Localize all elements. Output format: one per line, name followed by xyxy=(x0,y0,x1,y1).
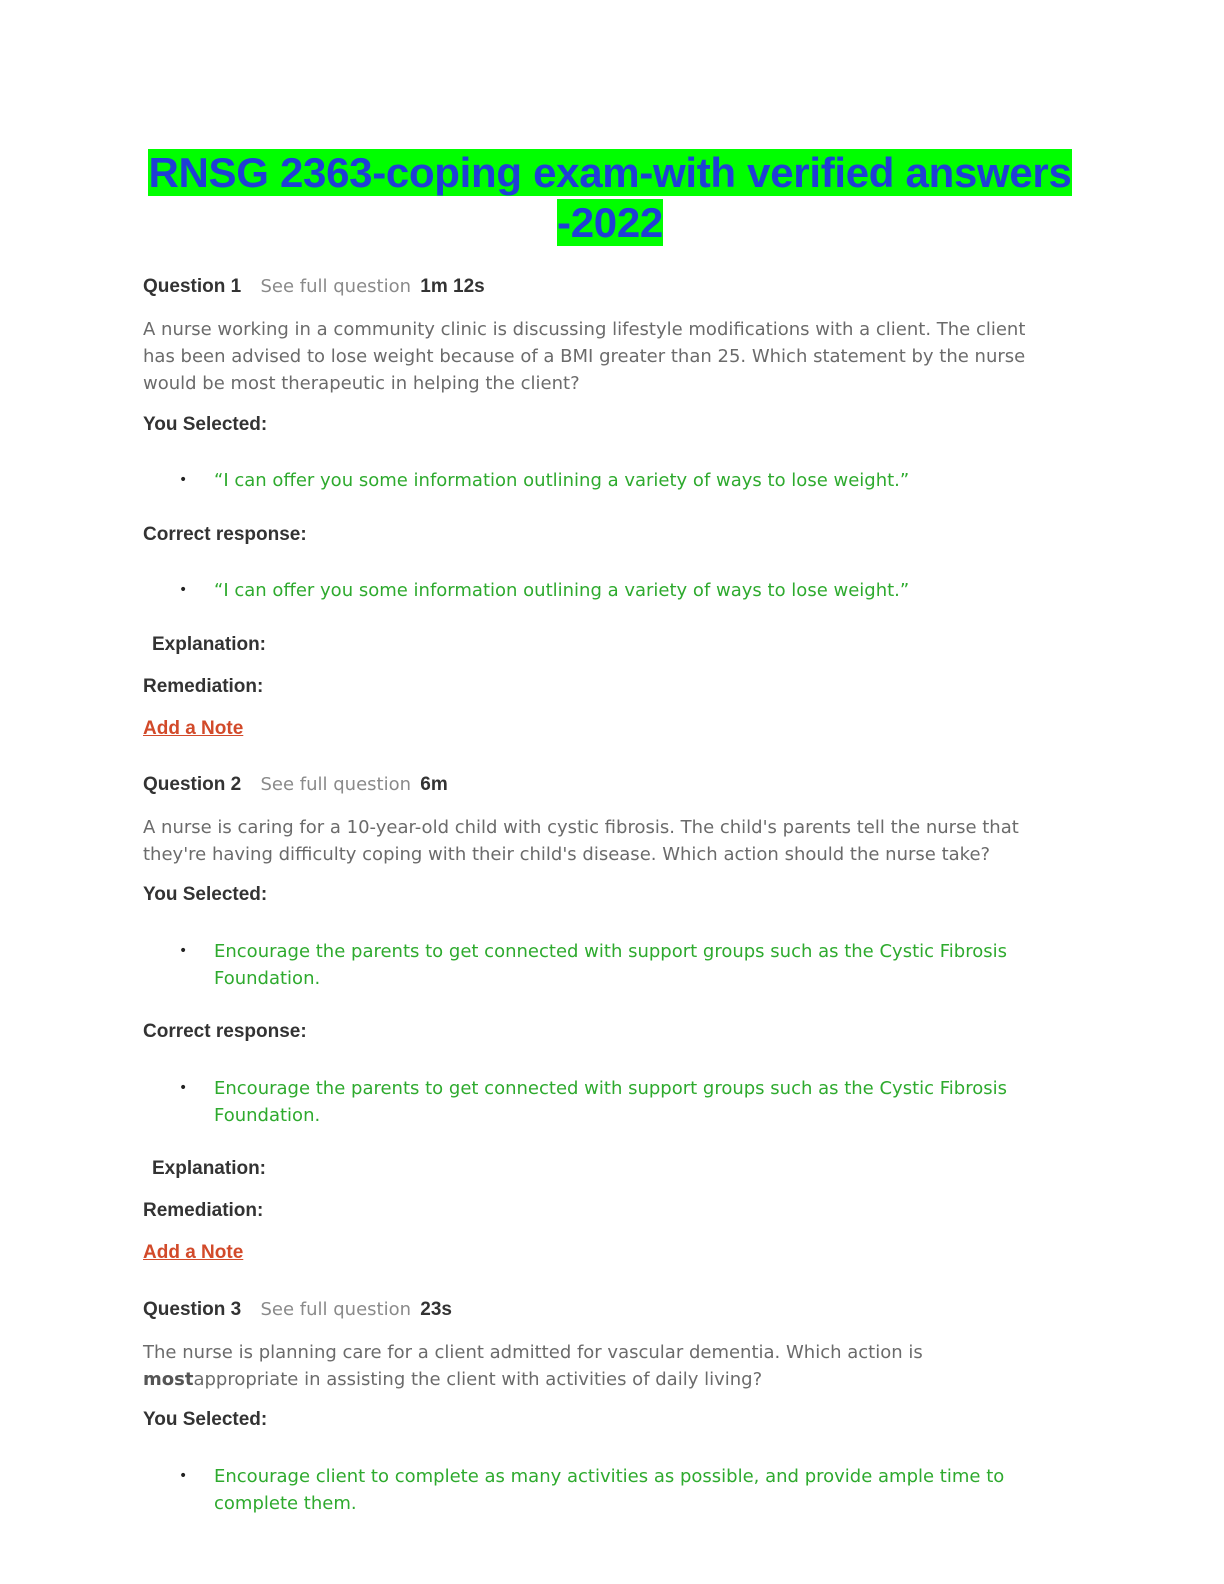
question-1-time: 1m 12s xyxy=(420,276,485,297)
see-full-question-link-2[interactable]: See full question xyxy=(260,774,411,795)
selected-answer-1-text: “I can offer you some information outlining a variety of ways to lose weight.” xyxy=(214,470,910,491)
bullet-icon: • xyxy=(179,472,188,488)
selected-answer-3 xyxy=(179,1463,1039,1517)
question-2-time: 6m xyxy=(420,774,448,795)
selected-answer-2 xyxy=(179,938,1039,992)
you-selected-label-1: You Selected: xyxy=(143,414,268,435)
question-1-stem: A nurse working in a community clinic is discussing lifestyle modifications with a client. The client has been advised to lose weight because of a BMI greater than 25. Which statement by the nurse would be most therapeutic in helping the client? xyxy=(143,319,1026,394)
explanation-label-2: Explanation: xyxy=(152,1158,267,1179)
question-2-stem: A nurse is caring for a 10-year-old child with cystic fibrosis. The child's parents tell the nurse that they're having difficulty coping with their child's disease. Which action should the nurse take? xyxy=(143,817,1019,865)
correct-response-label-2: Correct response: xyxy=(143,1021,307,1042)
bullet-icon: • xyxy=(179,943,188,959)
see-full-question-link-3[interactable]: See full question xyxy=(260,1299,411,1320)
remediation-label-1: Remediation: xyxy=(143,676,264,697)
selected-answer-3-text: Encourage client to complete as many activities as possible, and provide ample time to complete them. xyxy=(214,1466,1005,1514)
you-selected-label-2: You Selected: xyxy=(143,884,268,905)
add-note-wrap-2 xyxy=(143,1242,243,1264)
question-3-header xyxy=(143,1299,1043,1321)
title-line-2: -2022 xyxy=(557,199,663,246)
question-1-label: Question 1 xyxy=(143,276,242,297)
correct-answer-2 xyxy=(179,1075,1039,1129)
question-2-header xyxy=(143,774,1043,796)
add-note-wrap-1 xyxy=(143,718,243,740)
document-title xyxy=(141,148,1079,248)
question-3-stem-part-1: The nurse is planning care for a client admitted for vascular dementia. Which action is xyxy=(143,1342,923,1363)
correct-answer-1-text: “I can offer you some information outlining a variety of ways to lose weight.” xyxy=(214,580,910,601)
correct-response-label-1: Correct response: xyxy=(143,524,307,545)
bullet-icon: • xyxy=(179,582,188,598)
selected-answer-2-text: Encourage the parents to get connected with support groups such as the Cystic Fibrosis Foundation. xyxy=(214,941,1008,989)
question-3-stem-emphasis: most xyxy=(143,1369,194,1390)
explanation-label-1: Explanation: xyxy=(152,634,267,655)
question-3-label: Question 3 xyxy=(143,1299,242,1320)
question-2-label: Question 2 xyxy=(143,774,242,795)
question-3-stem-part-2: appropriate in assisting the client with activities of daily living? xyxy=(193,1369,763,1390)
question-3-stem xyxy=(143,1339,923,1393)
question-3-time: 23s xyxy=(420,1299,452,1320)
see-full-question-link-1[interactable]: See full question xyxy=(260,276,411,297)
selected-answer-1 xyxy=(179,467,1039,494)
bullet-icon: • xyxy=(179,1468,188,1484)
title-line-1: RNSG 2363-coping exam-with verified answers xyxy=(148,149,1072,196)
remediation-label-2: Remediation: xyxy=(143,1200,264,1221)
add-note-link-1[interactable]: Add a Note xyxy=(143,718,244,739)
correct-answer-2-text: Encourage the parents to get connected with support groups such as the Cystic Fibrosis Foundation. xyxy=(214,1078,1008,1126)
correct-answer-1 xyxy=(179,577,1039,604)
question-1-header xyxy=(143,276,1043,298)
bullet-icon: • xyxy=(179,1080,188,1096)
add-note-link-2[interactable]: Add a Note xyxy=(143,1242,244,1263)
you-selected-label-3: You Selected: xyxy=(143,1409,268,1430)
